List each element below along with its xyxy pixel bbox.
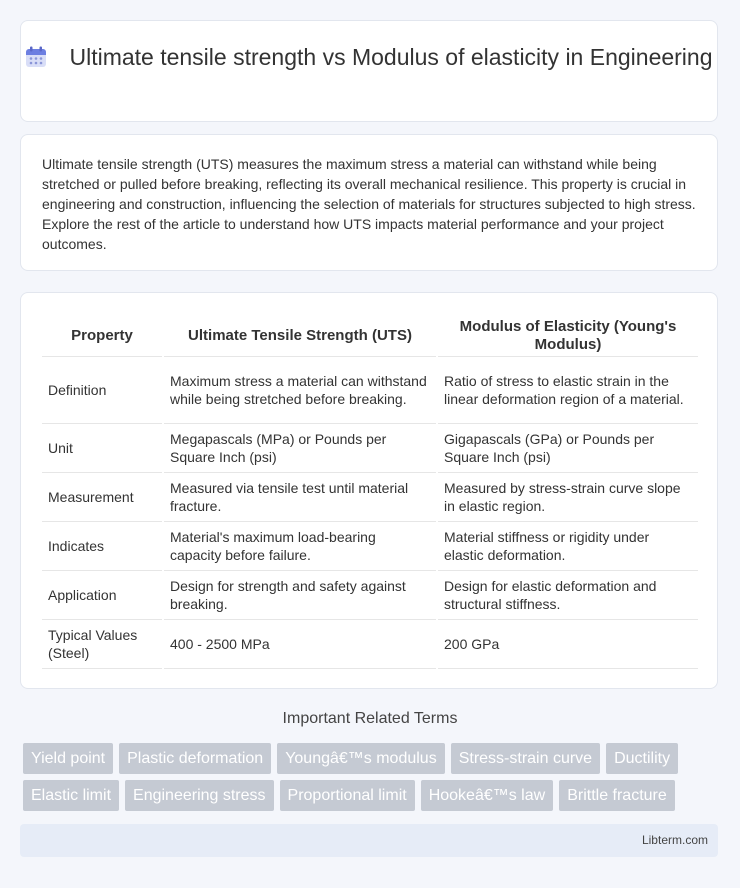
table-row: [42, 620, 698, 669]
term-tag[interactable]: Plastic deformation: [119, 743, 271, 774]
table-cell: Measured by stress-strain curve slope in elastic region.: [437, 473, 698, 522]
term-tag[interactable]: Hookeâ€™s law: [421, 780, 554, 811]
column-header: Ultimate Tensile Strength (UTS): [163, 315, 437, 357]
table-cell: Maximum stress a material can withstand while being stretched before breaking.: [163, 357, 437, 424]
tag-row: [23, 743, 703, 774]
comparison-table: [42, 315, 698, 669]
table-cell: Measurement: [42, 473, 163, 522]
related-terms-title: Important Related Terms: [282, 710, 458, 727]
term-tag[interactable]: Youngâ€™s modulus: [277, 743, 445, 774]
related-terms-tags: [23, 743, 703, 817]
footer-site-link[interactable]: Libterm.com: [641, 833, 708, 847]
table-row: [42, 357, 698, 424]
footer: [20, 824, 718, 857]
term-tag[interactable]: Brittle fracture: [559, 780, 675, 811]
table-row: [42, 571, 698, 620]
term-tag[interactable]: Ductility: [606, 743, 678, 774]
calendar-icon: [25, 46, 47, 68]
term-tag[interactable]: Stress-strain curve: [451, 743, 600, 774]
intro-card: [20, 134, 718, 271]
table-cell: Megapascals (MPa) or Pounds per Square Inch (psi): [163, 424, 437, 473]
table-row: [42, 473, 698, 522]
header-card: [20, 20, 718, 122]
comparison-table-card: [20, 292, 718, 689]
table-cell: Gigapascals (GPa) or Pounds per Square Inch (psi): [437, 424, 698, 473]
term-tag[interactable]: Engineering stress: [125, 780, 274, 811]
table-cell: Material stiffness or rigidity under elastic deformation.: [437, 522, 698, 571]
table-cell: Application: [42, 571, 163, 620]
intro-text: Ultimate tensile strength (UTS) measures the maximum stress a material can withstand while being stretched or pulled before breaking, reflecting its overall mechanical resilience. This property is crucial in engineering and construction, influencing the selection of materials for structures subjected to high stress. Explore the rest of the article to understand how UTS impacts material performance and your project outcomes.: [42, 156, 696, 252]
table-cell: Material's maximum load-bearing capacity before failure.: [163, 522, 437, 571]
table-row: [42, 522, 698, 571]
term-tag[interactable]: Yield point: [23, 743, 113, 774]
table-cell: Unit: [42, 424, 163, 473]
page-title: Ultimate tensile strength vs Modulus of elasticity in Engineering: [69, 44, 713, 70]
table-cell: Ratio of stress to elastic strain in the linear deformation region of a material.: [437, 357, 698, 424]
table-cell: Definition: [42, 357, 163, 424]
table-cell: 400 - 2500 MPa: [163, 620, 437, 669]
term-tag[interactable]: Proportional limit: [280, 780, 415, 811]
table-cell: Design for strength and safety against breaking.: [163, 571, 437, 620]
page-title-wrap: [21, 43, 717, 72]
table-row: [42, 424, 698, 473]
table-cell: Indicates: [42, 522, 163, 571]
tag-row: [23, 780, 703, 811]
table-cell: Design for elastic deformation and structural stiffness.: [437, 571, 698, 620]
column-header: Modulus of Elasticity (Young's Modulus): [437, 315, 698, 357]
column-header: Property: [42, 315, 163, 357]
table-cell: Measured via tensile test until material fracture.: [163, 473, 437, 522]
table-cell: 200 GPa: [437, 620, 698, 669]
table-header-row: [42, 315, 698, 357]
table-cell: Typical Values (Steel): [42, 620, 163, 669]
term-tag[interactable]: Elastic limit: [23, 780, 119, 811]
